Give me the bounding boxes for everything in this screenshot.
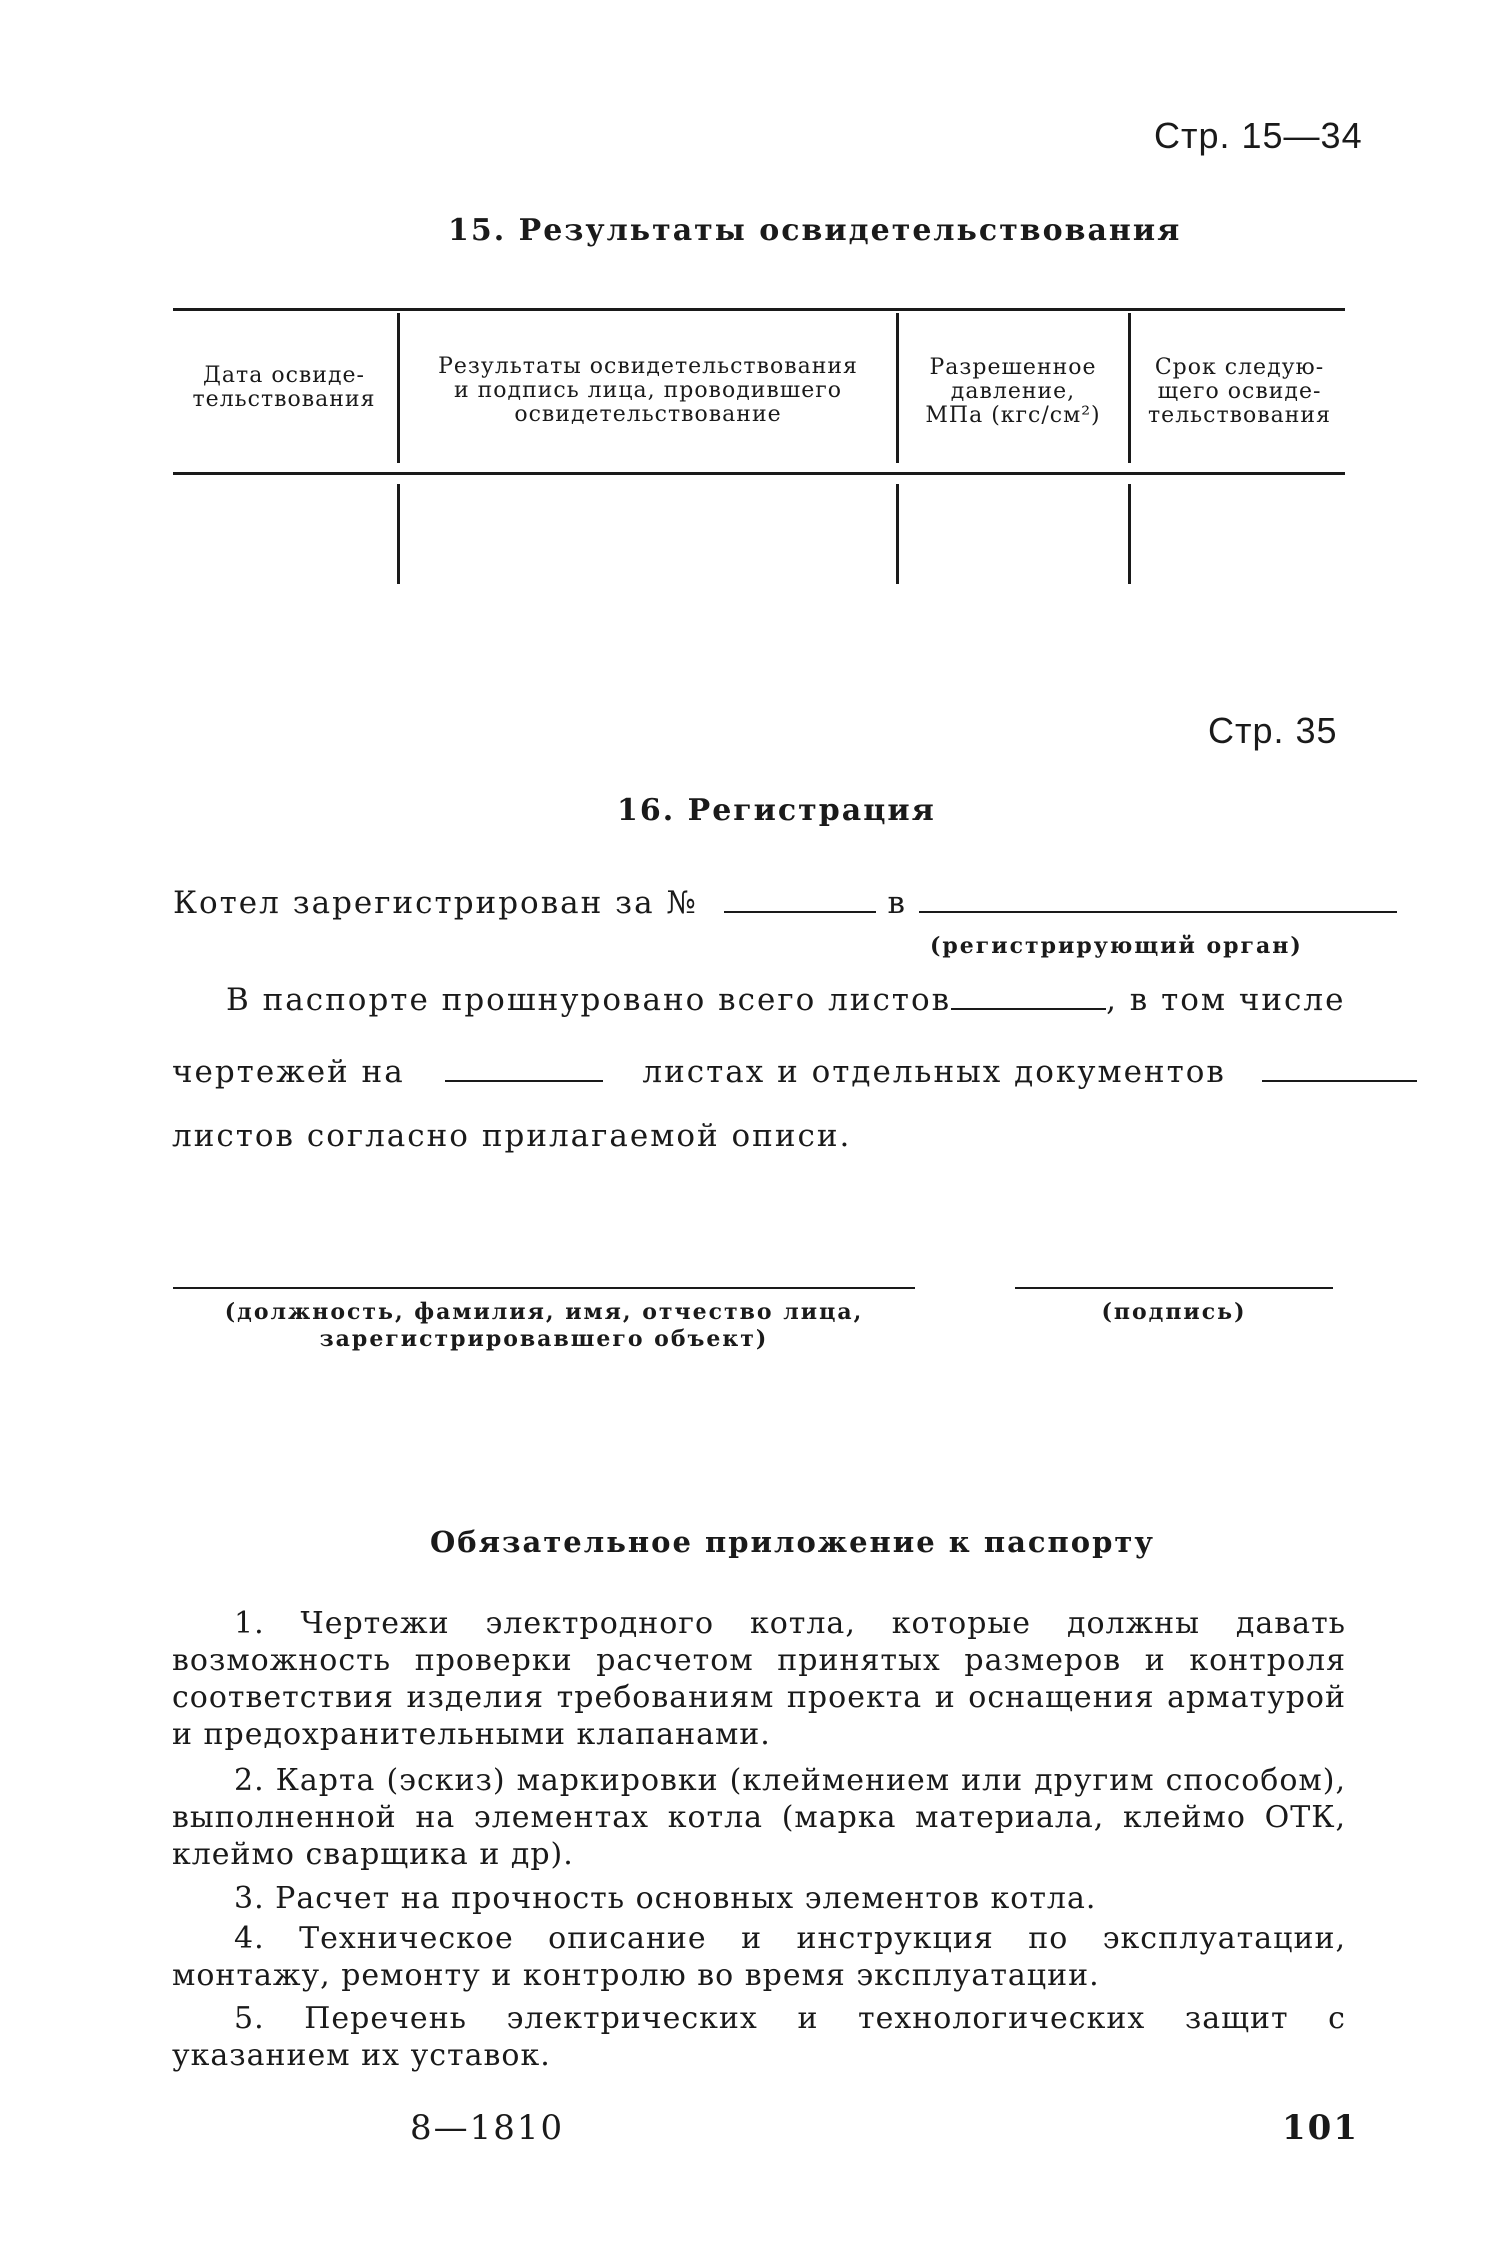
registering-body-blank [919,885,1397,913]
page-ref-top: Стр. 15—34 [1154,115,1363,156]
table-header-rule [173,472,1345,475]
registration-line-3 [172,1054,1417,1090]
appendix-item-text: 2. Карта (эскиз) маркировки (клеймением или другим способом), выполненной на элементах котла (марка материала, клеймо ОТК, клеймо сварщика и др). [172,1763,1346,1872]
page-ref-mid: Стр. 35 [1208,710,1338,751]
appendix-title: Обязательное приложение к паспорту [430,1525,1155,1559]
section-15-title: 15. Результаты освидетельствования [448,213,1182,248]
registration-line-4: листов согласно прилагаемой описи. [172,1118,852,1154]
registration-in-label: в [887,885,907,921]
table-col-divider [397,313,400,463]
registration-line-1 [173,885,1397,921]
appendix-item-3 [172,1880,1346,1917]
official-caption: (должность, фамилия, имя, отчество лица, зарегистрировавшего объект) [224,1299,864,1352]
drawings-sheets-blank [445,1054,603,1082]
registration-number-label: Котел зарегистрирован за № [173,885,698,921]
appendix-item-text: 1. Чертежи электродного котла, которые должны давать возможность проверки расчетом принятых размеров и контроля соответствия изделия требованиям проекта и оснащения арматурой и предохранительными клапанами. [172,1606,1346,1752]
table-col-divider [397,484,400,584]
table-col-divider [1128,313,1131,463]
appendix-item-text: 3. Расчет на прочность основных элементов котла. [234,1881,1097,1916]
signature-line [1015,1287,1333,1289]
documents-sheets-blank [1262,1054,1417,1082]
section-16-title: 16. Регистрация [617,793,936,828]
table-col-divider [1128,484,1131,584]
documents-label: листах и отдельных документов [642,1054,1226,1090]
registering-body-caption: (регистрирующий орган) [930,933,1303,959]
footer-page-number: 101 [1282,2108,1359,2148]
appendix-item-text: 5. Перечень электрических и технологических защит с указанием их уставок. [172,2001,1346,2073]
signature-caption: (подпись) [1101,1299,1247,1325]
table-header-results: Результаты освидетельствования и подпись лица, проводившего освидетельствование [438,354,858,427]
table-header-date: Дата освиде- тельствования [192,363,376,412]
sheets-total-label: В паспорте прошнуровано всего листов [226,982,952,1018]
appendix-item-text: 4. Техническое описание и инструкция по эксплуатации, монтажу, ремонту и контролю во время эксплуатации. [172,1921,1346,1993]
table-col-divider [896,313,899,463]
appendix-item-5 [172,2000,1346,2074]
appendix-item-1 [172,1605,1346,1753]
drawings-label: чертежей на [172,1054,405,1090]
sheets-including-label: , в том числе [1106,982,1346,1018]
appendix-item-4 [172,1920,1346,1994]
official-signature-line [173,1287,915,1289]
sheets-total-blank [951,982,1106,1010]
footer-order-code: 8—1810 [410,2108,565,2148]
registration-line-2 [226,982,1345,1018]
table-header-next-date: Срок следую- щего освиде- тельствования [1148,355,1331,428]
registration-number-blank [724,885,876,913]
table-header-pressure: Разрешенное давление, МПа (кгс/см²) [925,355,1101,428]
table-col-divider [896,484,899,584]
table-top-rule [173,308,1345,311]
appendix-item-2 [172,1762,1346,1873]
